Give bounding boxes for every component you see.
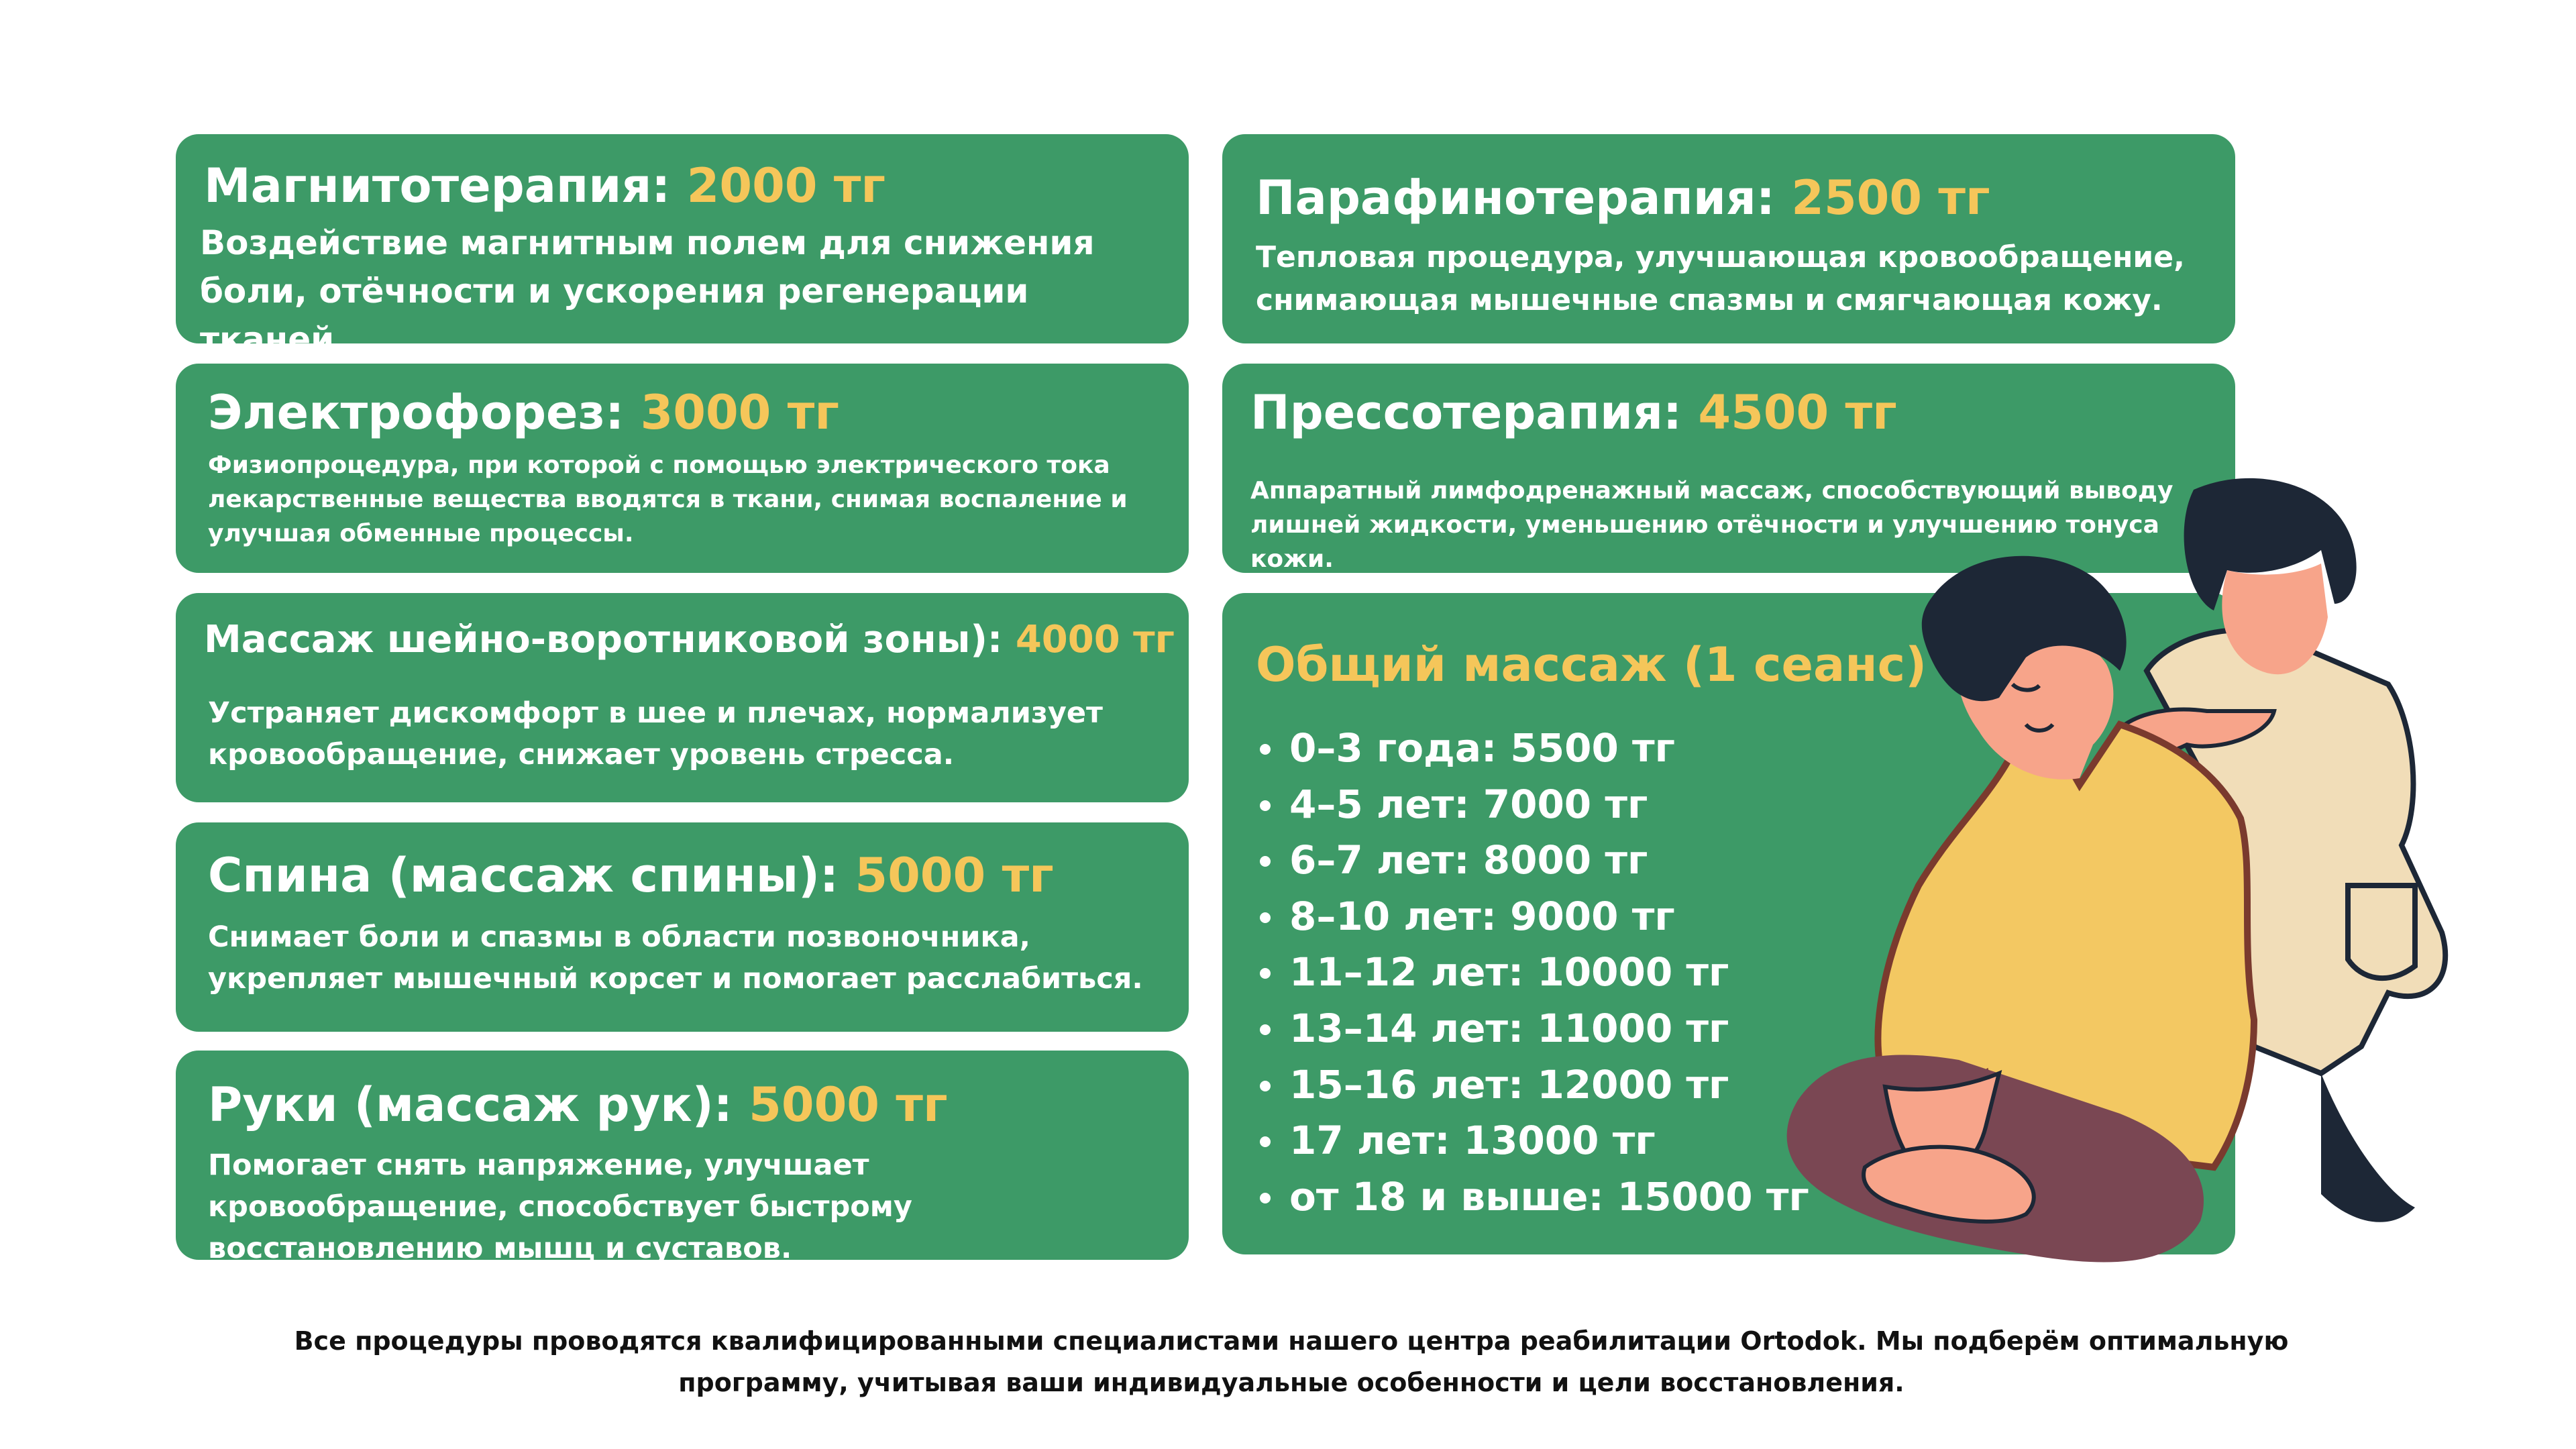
card-neck-massage xyxy=(176,593,1189,802)
card-title xyxy=(208,848,1054,903)
card-description: Помогает снять напряжение, улучшает кровообращение, способствует быстрому восстановлению мышц и суставов. xyxy=(208,1148,912,1265)
card-title xyxy=(1250,385,1897,440)
card-title xyxy=(208,1077,948,1132)
service-name: Магнитотерапия: xyxy=(204,158,687,213)
general-price-list xyxy=(1289,720,1809,1225)
card-title xyxy=(204,158,885,213)
service-price: 3000 тг xyxy=(640,385,839,440)
service-price: 2500 тг xyxy=(1791,170,1990,225)
list-item: от 18 и выше: 15000 тг xyxy=(1289,1169,1809,1226)
service-price: 4000 тг xyxy=(1015,618,1175,661)
service-name: Массаж шейно-воротниковой зоны): xyxy=(204,618,1016,661)
footer-line-2: программу, учитывая ваши индивидуальные особенности и цели восстановления. xyxy=(678,1368,1904,1397)
service-name: Прессотерапия: xyxy=(1250,385,1699,440)
card-description: Физиопроцедура, при которой с помощью электрического тока лекарственные вещества вводятся в ткани, снимая воспаление и улучшая обменные процессы. xyxy=(208,451,1128,547)
service-price: 5000 тг xyxy=(855,848,1054,903)
card-title xyxy=(208,385,839,440)
list-item: 17 лет: 13000 тг xyxy=(1289,1113,1809,1169)
service-name: Электрофорез: xyxy=(208,385,641,440)
card-magnetotherapy xyxy=(176,134,1189,359)
service-price: 2000 тг xyxy=(686,158,885,213)
card-back-massage xyxy=(176,822,1189,1032)
massage-therapist-illustration xyxy=(1744,470,2549,1328)
list-item: 6–7 лет: 8000 тг xyxy=(1289,833,1809,889)
card-paraffin-therapy xyxy=(1222,134,2235,343)
service-price: 5000 тг xyxy=(749,1077,948,1132)
card-electrophoresis xyxy=(176,364,1189,573)
service-price: 4500 тг xyxy=(1698,385,1897,440)
card-description: Снимает боли и спазмы в области позвоночника, укрепляет мышечный корсет и помогает расслабиться. xyxy=(208,920,1143,996)
list-item: 4–5 лет: 7000 тг xyxy=(1289,777,1809,833)
list-item: 15–16 лет: 12000 тг xyxy=(1289,1057,1809,1114)
service-name: Парафинотерапия: xyxy=(1256,170,1792,225)
card-description: Аппаратный лимфодренажный массаж, способствующий выводу лишней жидкости, уменьшению отёчности и улучшению тонуса кожи. xyxy=(1250,477,2174,573)
general-massage-title: Общий массаж (1 сеанс) xyxy=(1256,637,1927,692)
footer-line-1: Все процедуры проводятся квалифицированными специалистами нашего центра реабилитации Ortodok. Мы подберём оптимальную xyxy=(294,1326,2289,1356)
card-description: Устраняет дискомфорт в шее и плечах, нормализует кровообращение, снижает уровень стресса. xyxy=(208,696,1103,771)
list-item: 11–12 лет: 10000 тг xyxy=(1289,945,1809,1001)
card-description: Воздействие магнитным полем для снижения боли, отёчности и ускорения регенерации тканей. xyxy=(200,223,1095,359)
list-item: 13–14 лет: 11000 тг xyxy=(1289,1001,1809,1057)
service-name: Руки (массаж рук): xyxy=(208,1077,749,1132)
list-item: 0–3 года: 5500 тг xyxy=(1289,720,1809,777)
card-description: Тепловая процедура, улучшающая кровообращение, снимающая мышечные спазмы и смягчающая кожу. xyxy=(1256,240,2185,317)
footer-note xyxy=(201,1320,2381,1403)
service-name: Спина (массаж спины): xyxy=(208,848,855,903)
card-title xyxy=(1256,170,1990,225)
card-hands-massage xyxy=(176,1051,1189,1265)
card-title xyxy=(204,618,1175,661)
list-item: 8–10 лет: 9000 тг xyxy=(1289,889,1809,945)
